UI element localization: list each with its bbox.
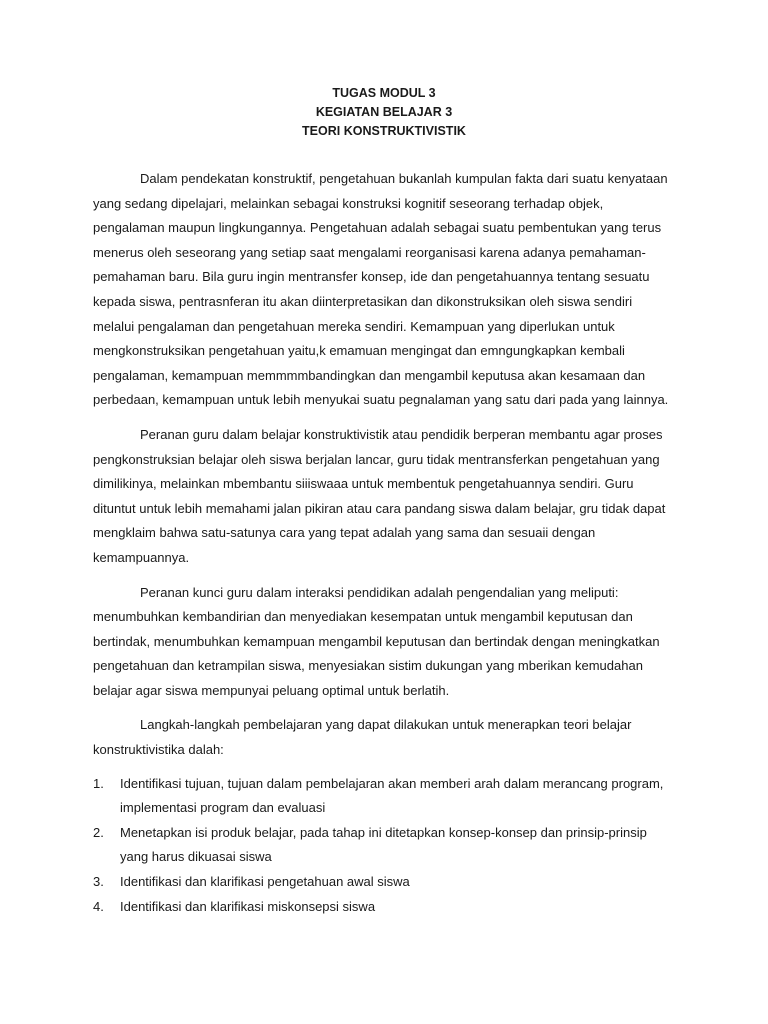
list-item-number: 4. — [93, 898, 104, 914]
title-line-assignment: TUGAS MODUL 3 — [332, 86, 436, 100]
title-line-activity: KEGIATAN BELAJAR 3 — [315, 105, 453, 119]
paragraph-teacher-role: Peranan guru dalam belajar konstruktivistik atau pendidik berperan membantu agar proses pengkonstruksian belajar oleh siswa berjalan lancar, guru tidak mentransferkan pengetahuan yang dimilikinya, melainkan mbembantu siiiswaaa untuk membentuk pengetahuannya sendiri. Guru dituntut untuk lebih memahami jalan pikiran atau cara pandang siswa dalam belajar, gru tidak dapat mengklaim bahwa satu-satunya cara yang tepat adalah yang sama dan sesuaii dengan kemampuannya. — [93, 426, 666, 565]
steps-list — [93, 772, 675, 920]
paragraph-constructive-approach: Dalam pendekatan konstruktif, pengetahuan bukanlah kumpulan fakta dari suatu kenyataan yang sedang dipelajari, melainkan sebagai konstruksi kognitif seseorang terhadap objek, pengalaman maupun lingkungannya. Pengetahuan adalah sebagai suatu pembentukan yang terus menerus oleh seseorang yang setiap saat mengalami reorganisasi karena adanya pemahaman-pemahaman baru. Bila guru ingin mentransfer konsep, ide dan pengetahuannya tentang sesuatu kepada siswa, pentrasnferan itu akan diinterpretasikan dan dikonstruksikan oleh siswa sendiri melalui pengalaman dan pengetahuan mereka sendiri. Kemampuan yang diperlukan untuk mengkonstruksikan pengetahuan yaitu,k emamuan mengingat dan emngungkapkan kembali pengalaman, kemampuan memmmmbandingkan dan mengambil keputusa akan kesamaan dan perbedaan, kemampuan untuk lebih menyukai suatu pegnalaman yang satu dari pada yang lainnya. — [93, 171, 669, 408]
list-item-number: 1. — [93, 775, 104, 791]
paragraph-learning-steps: Langkah-langkah pembelajaran yang dapat dilakukan untuk menerapkan teori belajar konstruktivistika dalah: — [93, 717, 632, 758]
list-item — [93, 772, 675, 821]
title-line-theory: TEORI KONSTRUKTIVISTIK — [302, 124, 466, 138]
list-item-text: Identifikasi dan klarifikasi pengetahuan awal siswa — [120, 874, 410, 890]
list-item — [93, 870, 675, 895]
document-title — [93, 84, 675, 141]
paragraph-key-role: Peranan kunci guru dalam interaksi pendidikan adalah pengendalian yang meliputi: menumbuhkan kembandirian dan menyediakan kesempatan untuk mengambil keputusan dan bertindak, menumbuhkan kemampuan mengambil keputusan dan bertindak dengan meningkatkan pengetahuan dan ketrampilan siswa, menyesiakan sistim dukungan yang mberikan kemudahan belajar agar siswa mempunyai peluang optimal untuk berlatih. — [93, 584, 660, 698]
list-item-number: 3. — [93, 874, 104, 890]
list-item-number: 2. — [93, 824, 104, 840]
list-item-text: Identifikasi tujuan, tujuan dalam pembelajaran akan memberi arah dalam merancang program, implementasi program dan evaluasi — [120, 775, 664, 816]
list-item-text: Menetapkan isi produk belajar, pada tahap ini ditetapkan konsep-konsep dan prinsip-prinsip yang harus dikuasai siswa — [120, 824, 647, 865]
list-item — [93, 895, 675, 920]
list-item-text: Identifikasi dan klarifikasi miskonsepsi siswa — [120, 898, 376, 914]
document-page — [93, 84, 675, 919]
list-item — [93, 821, 675, 870]
